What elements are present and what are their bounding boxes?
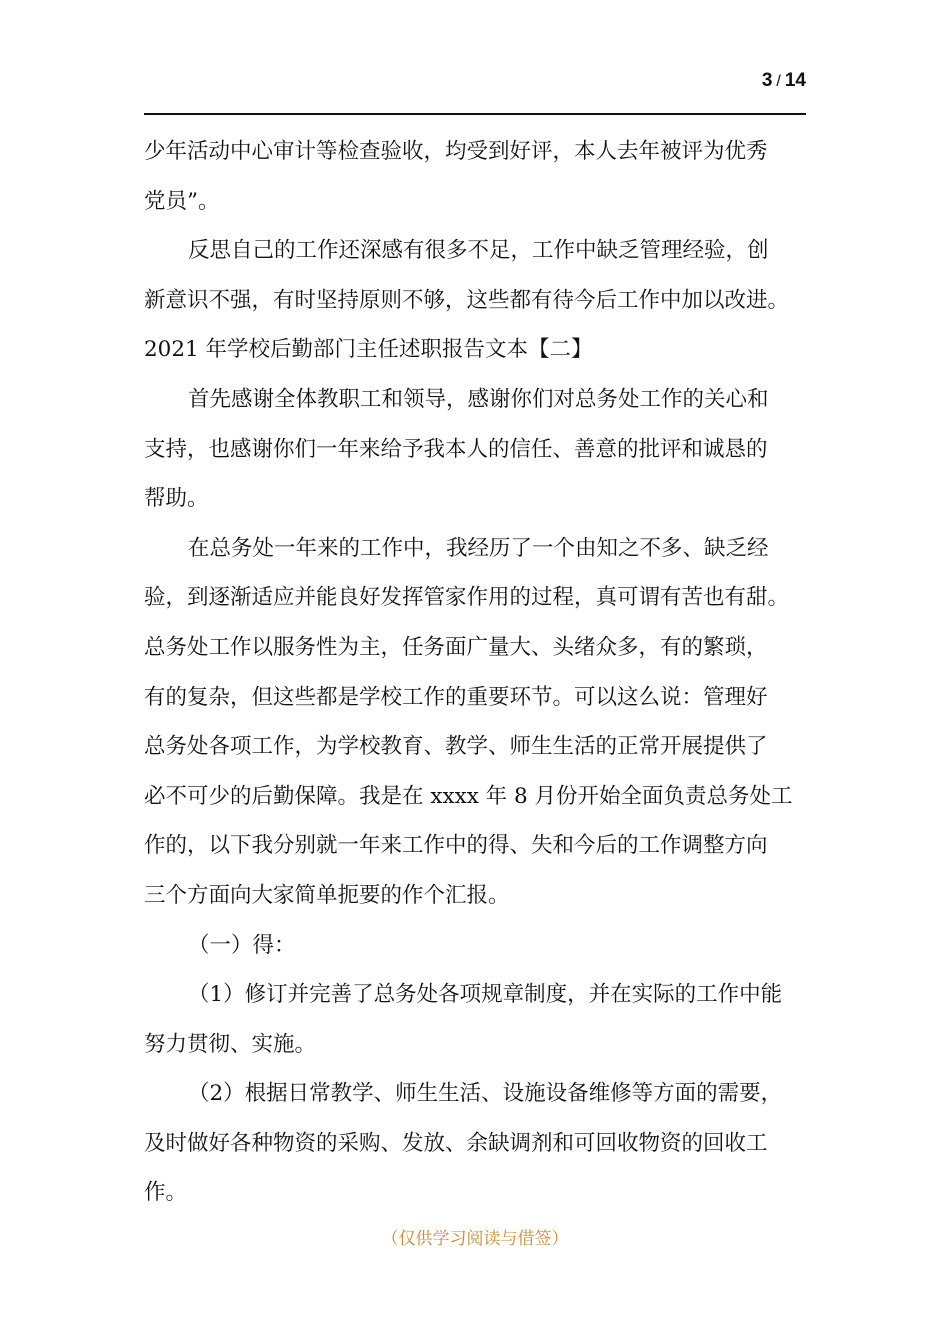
text-line: 作的，以下我分别就一年来工作中的得、失和今后的工作调整方向	[144, 833, 768, 859]
text-line: （一）得：	[188, 932, 296, 958]
text-line: （1）修订并完善了总务处各项规章制度，并在实际的工作中能	[188, 982, 783, 1008]
text-line: 努力贯彻、实施。	[144, 1031, 317, 1057]
text-line: 必不可少的后勤保障。我是在 xxxx 年 8 月份开始全面负责总务处工	[144, 783, 793, 809]
page-current: 3	[761, 70, 773, 91]
text-line: 少年活动中心审计等检查验收，均受到好评，本人去年被评为优秀	[144, 139, 768, 164]
text-line: 支持，也感谢你们一年来给予我本人的信任、善意的批评和诚恳的	[144, 436, 768, 462]
text-line: 总务处各项工作，为学校教育、教学、师生生活的正常开展提供了	[144, 734, 768, 760]
text-line: 首先感谢全体教职工和领导，感谢你们对总务处工作的关心和	[188, 386, 769, 412]
text-line: 2021 年学校后勤部门主任述职报告文本【二】	[144, 337, 593, 363]
text-line: 及时做好各种物资的采购、发放、余缺调剂和可回收物资的回收工	[144, 1130, 768, 1156]
header-divider	[144, 113, 806, 115]
text-line: 反思自己的工作还深感有很多不足，工作中缺乏管理经验，创	[188, 238, 769, 264]
footer-note: （仅供学习阅读与借签）	[381, 1229, 569, 1249]
text-line: （2）根据日常教学、师生生活、设施设备维修等方面的需要，	[188, 1081, 783, 1107]
text-line: 验，到逐渐适应并能良好发挥管家作用的过程，真可谓有苦也有甜。	[144, 585, 790, 611]
text-line: 党员”。	[144, 188, 220, 214]
text-line: 帮助。	[144, 486, 209, 512]
text-line: 作。	[144, 1180, 188, 1206]
text-line: 新意识不强，有时坚持原则不够，这些都有待今后工作中加以改进。	[144, 287, 790, 313]
text-line: 三个方面向大家简单扼要的作个汇报。	[144, 882, 510, 908]
text-line: 在总务处一年来的工作中，我经历了一个由知之不多、缺乏经	[188, 535, 769, 561]
document-body	[144, 127, 806, 1218]
text-line: 总务处工作以服务性为主，任务面广量大、头绪众多，有的繁琐，	[144, 634, 768, 660]
page-separator: /	[776, 73, 781, 90]
page-total: 14	[784, 70, 806, 91]
page-number	[762, 70, 806, 92]
text-line: 有的复杂，但这些都是学校工作的重要环节。可以这么说：管理好	[144, 684, 768, 710]
